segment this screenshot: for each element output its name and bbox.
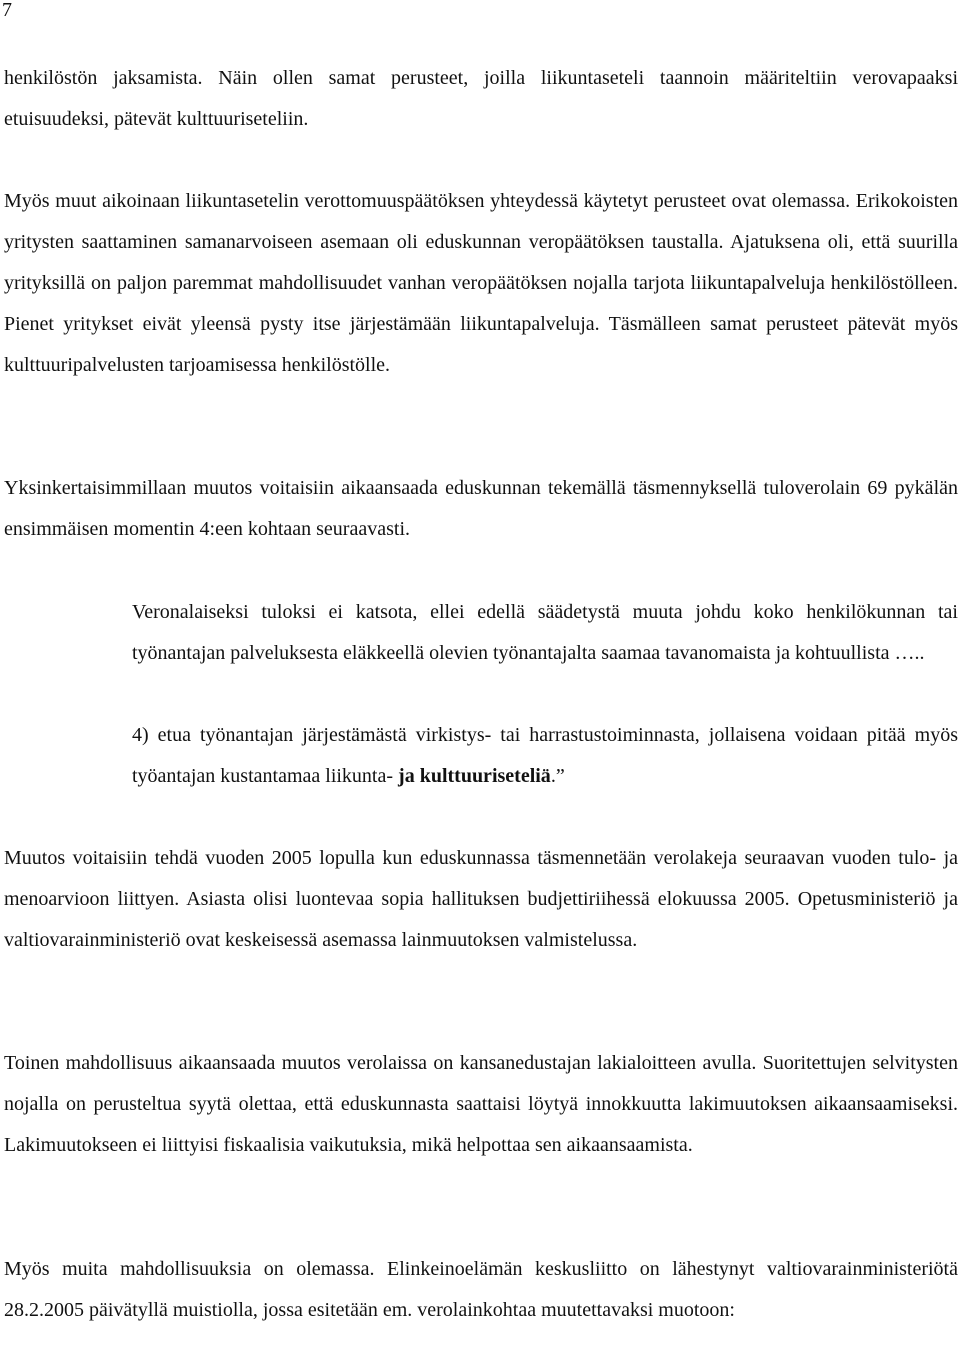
quote-paragraph-b xyxy=(132,715,958,797)
paragraph-3: Yksinkertaisimmillaan muutos voitaisiin aikaansaada eduskunnan tekemällä täsmennyksellä tuloverolain 69 pykälän ensimmäisen momentin 4:een kohtaan seuraavasti. xyxy=(4,477,958,540)
paragraph-4: Muutos voitaisiin tehdä vuoden 2005 lopulla kun eduskunnassa täsmennetään verolakeja seuraavan vuoden tulo- ja menoarvioon liittyen. Asiasta olisi luontevaa sopia hallituksen budjettiriihessä elokuussa 2005. Opetusministeriö ja valtiovarainministeriö ovat keskeisessä asemassa lainmuutoksen valmistelussa. xyxy=(4,847,958,951)
paragraph-6: Myös muita mahdollisuuksia on olemassa. Elinkeinoelämän keskusliitto on lähestynyt valtiovarainministeriötä 28.2.2005 päivätyllä muistiolla, jossa esitetään em. verolainkohtaa muutettavaksi muotoon: xyxy=(4,1258,958,1321)
paragraph-5: Toinen mahdollisuus aikaansaada muutos verolaissa on kansanedustajan lakialoitteen avulla. Suoritettujen selvitysten nojalla on perusteltua syytä olettaa, että eduskunnasta saattaisi löytyä innokkuutta lakimuutoksen aikaansaamiseksi. Lakimuutokseen ei liittyisi fiskaalisia vaikutuksia, mikä helpottaa sen aikaansaamista. xyxy=(4,1052,958,1156)
paragraph-2: Myös muut aikoinaan liikuntasetelin verottomuuspäätöksen yhteydessä käytetyt perusteet ovat olemassa. Erikokoisten yritysten saattaminen samanarvoiseen asemaan oli eduskunnan veropäätöksen taustalla. Ajatuksena oli, että suurilla yrityksillä on paljon paremmat mahdollisuudet vanhan veropäätöksen nojalla tarjota liikuntapalveluja henkilöstölleen. Pienet yritykset eivät yleensä pysty itse järjestämään liikuntapalveluja. Täsmälleen samat perusteet pätevät myös kulttuuripalvelusten tarjoamisessa henkilöstölle. xyxy=(4,190,958,376)
paragraph-1: henkilöstön jaksamista. Näin ollen samat perusteet, joilla liikuntaseteli taannoin määriteltiin verovapaaksi etuisuudeksi, pätevät kulttuuriseteliin. xyxy=(4,67,958,130)
quote-b-bold-text: ja kulttuuriseteliä xyxy=(398,765,551,787)
page-number: 7 xyxy=(2,0,12,21)
quote-paragraph-a: Veronalaiseksi tuloksi ei katsota, ellei edellä säädetystä muuta johdu koko henkilökunnan tai työnantajan palveluksesta eläkkeellä olevien työnantajalta saamaa tavanomaista ja kohtuullista ….. xyxy=(132,601,958,664)
quote-b-text: 4) etua työnantajan järjestämästä virkistys- tai harrastustoiminnasta, jollaisena voidaan pitää myös työantajan kustantamaa liikunta- xyxy=(132,724,958,787)
quote-b-closing: .” xyxy=(550,765,565,787)
